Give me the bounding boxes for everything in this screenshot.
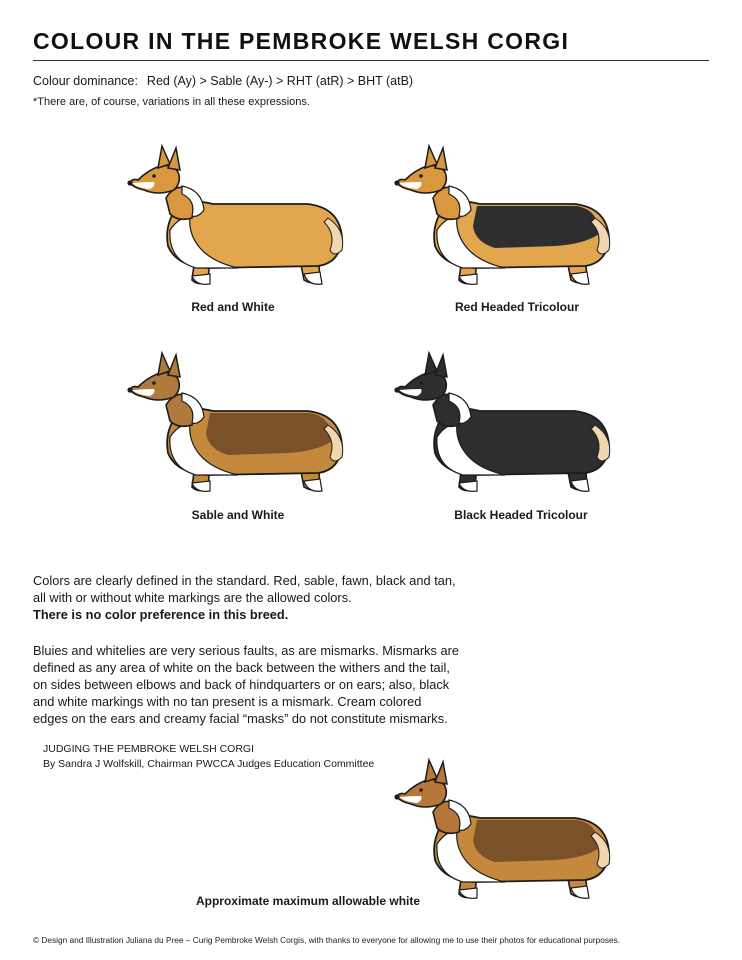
- corgi-nose: [394, 387, 399, 392]
- corgi-head: [397, 373, 446, 400]
- paragraph-line: Colors are clearly defined in the standard. Red, sable, fawn, black and tan,: [33, 573, 456, 588]
- corgi-red-and-white-illustration: [118, 138, 358, 298]
- corgi-head: [397, 166, 446, 193]
- source-credit: [43, 742, 374, 772]
- corgi-eye: [152, 381, 156, 385]
- caption-sable-and-white: Sable and White: [191, 508, 285, 522]
- corgi-head: [130, 166, 179, 193]
- corgi-hind-paw: [571, 272, 589, 284]
- corgi-ear-left: [425, 760, 437, 782]
- mismarks-paragraph: [33, 642, 503, 727]
- corgi-sable-and-white-illustration: [118, 345, 358, 505]
- corgi-red-headed-tricolour-illustration: [385, 138, 625, 298]
- corgi-nose: [394, 180, 399, 185]
- corgi-ear-right: [435, 762, 447, 784]
- corgi-head: [130, 373, 179, 400]
- corgi-head: [397, 780, 446, 807]
- corgi-nose: [394, 794, 399, 799]
- copyright-footer: © Design and Illustration Juliana du Pree – Curig Pembroke Welsh Corgis, with thanks to everyone for allowing me to use their photos for educational purposes.: [33, 935, 621, 945]
- caption-maximum-white: Approximate maximum allowable white: [195, 894, 421, 908]
- source-title: JUDGING THE PEMBROKE WELSH CORGI: [43, 743, 254, 755]
- corgi-ear-right: [435, 355, 447, 377]
- corgi-saddle: [473, 413, 599, 455]
- page-title: COLOUR IN THE PEMBROKE WELSH CORGI: [33, 28, 570, 54]
- paragraph-line: and white markings with no tan present is a mismark. Cream colored: [33, 694, 422, 709]
- corgi-ear-right: [435, 148, 447, 170]
- paragraph-line: on sides between elbows and back of hindquarters or on ears; also, black: [33, 677, 450, 692]
- corgi-ear-left: [158, 146, 170, 168]
- no-color-preference-statement: There is no color preference in this breed.: [33, 607, 289, 622]
- paragraph-line: defined as any area of white on the back between the withers and the tail,: [33, 660, 450, 675]
- paragraph-line: all with or without white markings are the allowed colors.: [33, 590, 352, 605]
- colour-dominance: [33, 74, 413, 88]
- colour-dominance-order: Red (Ay) > Sable (Ay-) > RHT (atR) > BHT (atB): [146, 74, 414, 88]
- corgi-ear-left: [425, 353, 437, 375]
- corgi-ear-left: [158, 353, 170, 375]
- variation-note: *There are, of course, variations in all these expressions.: [33, 96, 310, 108]
- corgi-saddle: [206, 413, 332, 455]
- corgi-eye: [152, 174, 156, 178]
- corgi-saddle: [473, 206, 599, 248]
- corgi-eye: [419, 174, 423, 178]
- corgi-black-headed-tricolour: [385, 345, 625, 505]
- caption-red-and-white: Red and White: [191, 300, 275, 314]
- corgi-hind-paw: [571, 479, 589, 491]
- corgi-ear-left: [425, 146, 437, 168]
- source-author: By Sandra J Wolfskill, Chairman PWCCA Judges Education Committee: [43, 758, 375, 770]
- colour-dominance-label: Colour dominance:: [33, 74, 138, 88]
- corgi-sable-and-white: [118, 345, 358, 505]
- caption-red-headed-tricolour: Red Headed Tricolour: [454, 300, 580, 314]
- corgi-nose: [127, 180, 132, 185]
- paragraph-line: Bluies and whitelies are very serious faults, as are mismarks. Mismarks are: [33, 643, 459, 658]
- corgi-red-headed-tricolour: [385, 138, 625, 298]
- corgi-hind-paw: [571, 886, 589, 898]
- corgi-hind-paw: [304, 272, 322, 284]
- corgi-black-headed-tricolour-illustration: [385, 345, 625, 505]
- caption-black-headed-tricolour: Black Headed Tricolour: [454, 508, 588, 522]
- paragraph-line: edges on the ears and creamy facial “masks” do not constitute mismarks.: [33, 711, 448, 726]
- corgi-ear-right: [168, 148, 180, 170]
- corgi-eye: [419, 788, 423, 792]
- corgi-red-and-white: [118, 138, 358, 298]
- corgi-saddle: [206, 206, 332, 248]
- corgi-maximum-white: [385, 752, 625, 912]
- corgi-maximum-white-illustration: [385, 752, 625, 912]
- corgi-ear-right: [168, 355, 180, 377]
- corgi-nose: [127, 387, 132, 392]
- corgi-eye: [419, 381, 423, 385]
- corgi-saddle: [473, 820, 599, 862]
- color-standard-paragraph: [33, 572, 503, 623]
- corgi-hind-paw: [304, 479, 322, 491]
- title-divider: [33, 60, 709, 61]
